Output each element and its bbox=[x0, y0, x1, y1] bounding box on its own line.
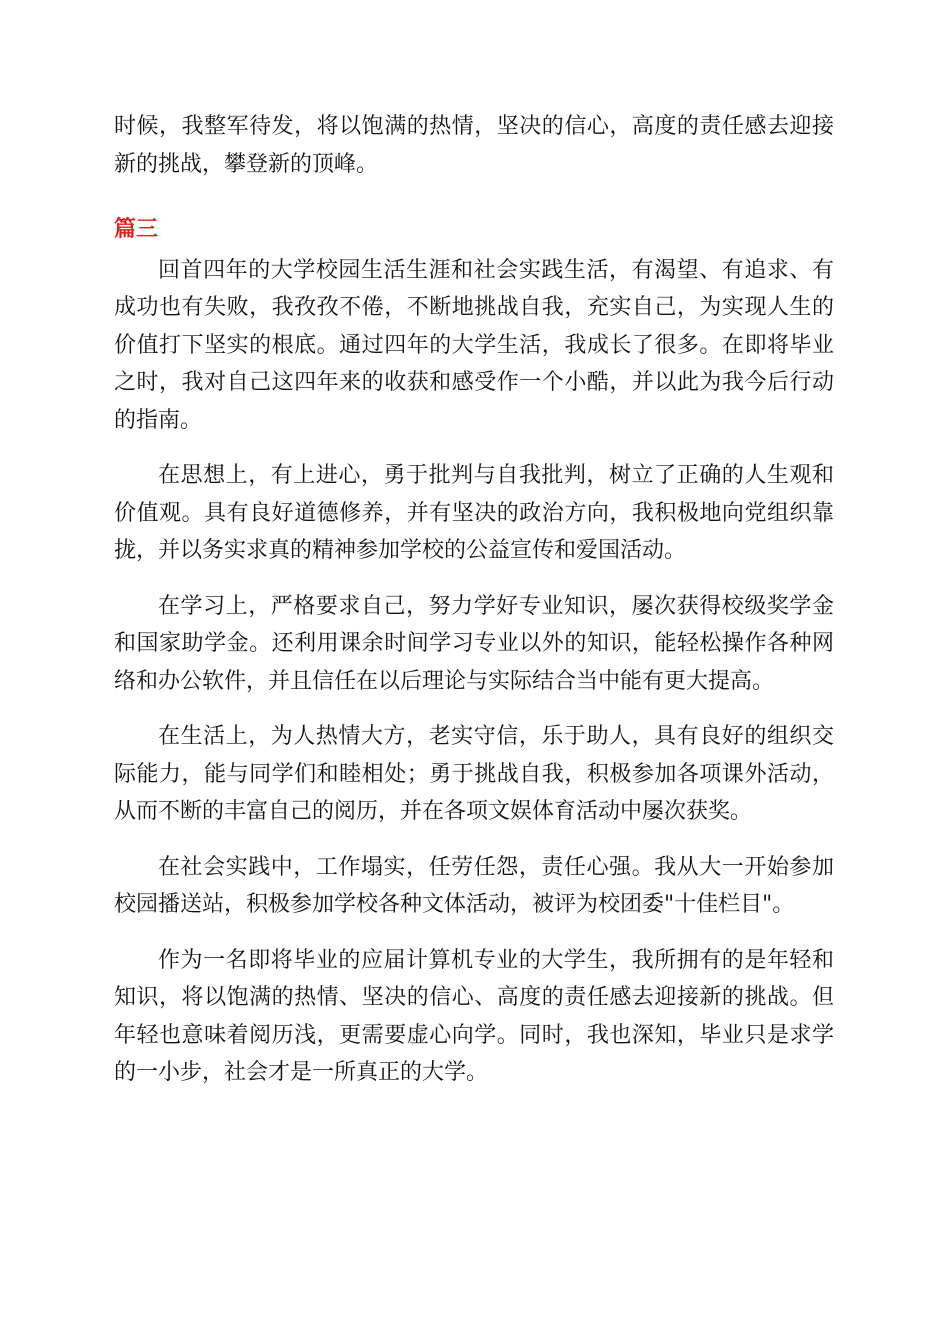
body-paragraph-3: 在学习上，严格要求自己，努力学好专业知识，屡次获得校级奖学金和国家助学金。还利用课余时间学习专业以外的知识，能轻松操作各种网络和办公软件，并且信任在以后理论与实际结合当中能有更大提高。 bbox=[114, 593, 834, 694]
body-paragraph-1: 回首四年的大学校园生活生涯和社会实践生活，有渴望、有追求、有成功也有失败，我孜孜不倦，不断地挑战自我，充实自己，为实现人生的价值打下坚实的根底。通过四年的大学生活，我成长了很多。在即将毕业之时，我对自己这四年来的收获和感受作一个小酷，并以此为我今后行动的指南。 bbox=[114, 257, 834, 433]
body-paragraph-2: 在思想上，有上进心，勇于批判与自我批判，树立了正确的人生观和价值观。具有良好道德修养，并有坚决的政治方向，我积极地向党组织靠拢，并以务实求真的精神参加学校的公益宣传和爱国活动。 bbox=[114, 463, 834, 563]
body-paragraph-5: 在社会实践中，工作塌实，任劳任怨，责任心强。我从大一开始参加校园播送站，积极参加学校各种文体活动，被评为校团委"十佳栏目"。 bbox=[114, 854, 834, 917]
continuation-paragraph: 时候，我整军待发，将以饱满的热情，坚决的信心，高度的责任感去迎接新的挑战，攀登新的顶峰。 bbox=[114, 114, 834, 177]
body-paragraph-4: 在生活上，为人热情大方，老实守信，乐于助人，具有良好的组织交际能力，能与同学们和睦相处；勇于挑战自我，积极参加各项课外活动，从而不断的丰富自己的阅历，并在各项文娱体育活动中屡次获奖。 bbox=[114, 724, 834, 824]
body-paragraph-6: 作为一名即将毕业的应届计算机专业的大学生，我所拥有的是年轻和知识，将以饱满的热情、坚决的信心、高度的责任感去迎接新的挑战。但年轻也意味着阅历浅，更需要虚心向学。同时，我也深知，毕业只是求学的一小步，社会才是一所真正的大学。 bbox=[114, 947, 834, 1085]
document-page bbox=[114, 108, 834, 1092]
section-heading: 篇三 bbox=[114, 217, 159, 242]
